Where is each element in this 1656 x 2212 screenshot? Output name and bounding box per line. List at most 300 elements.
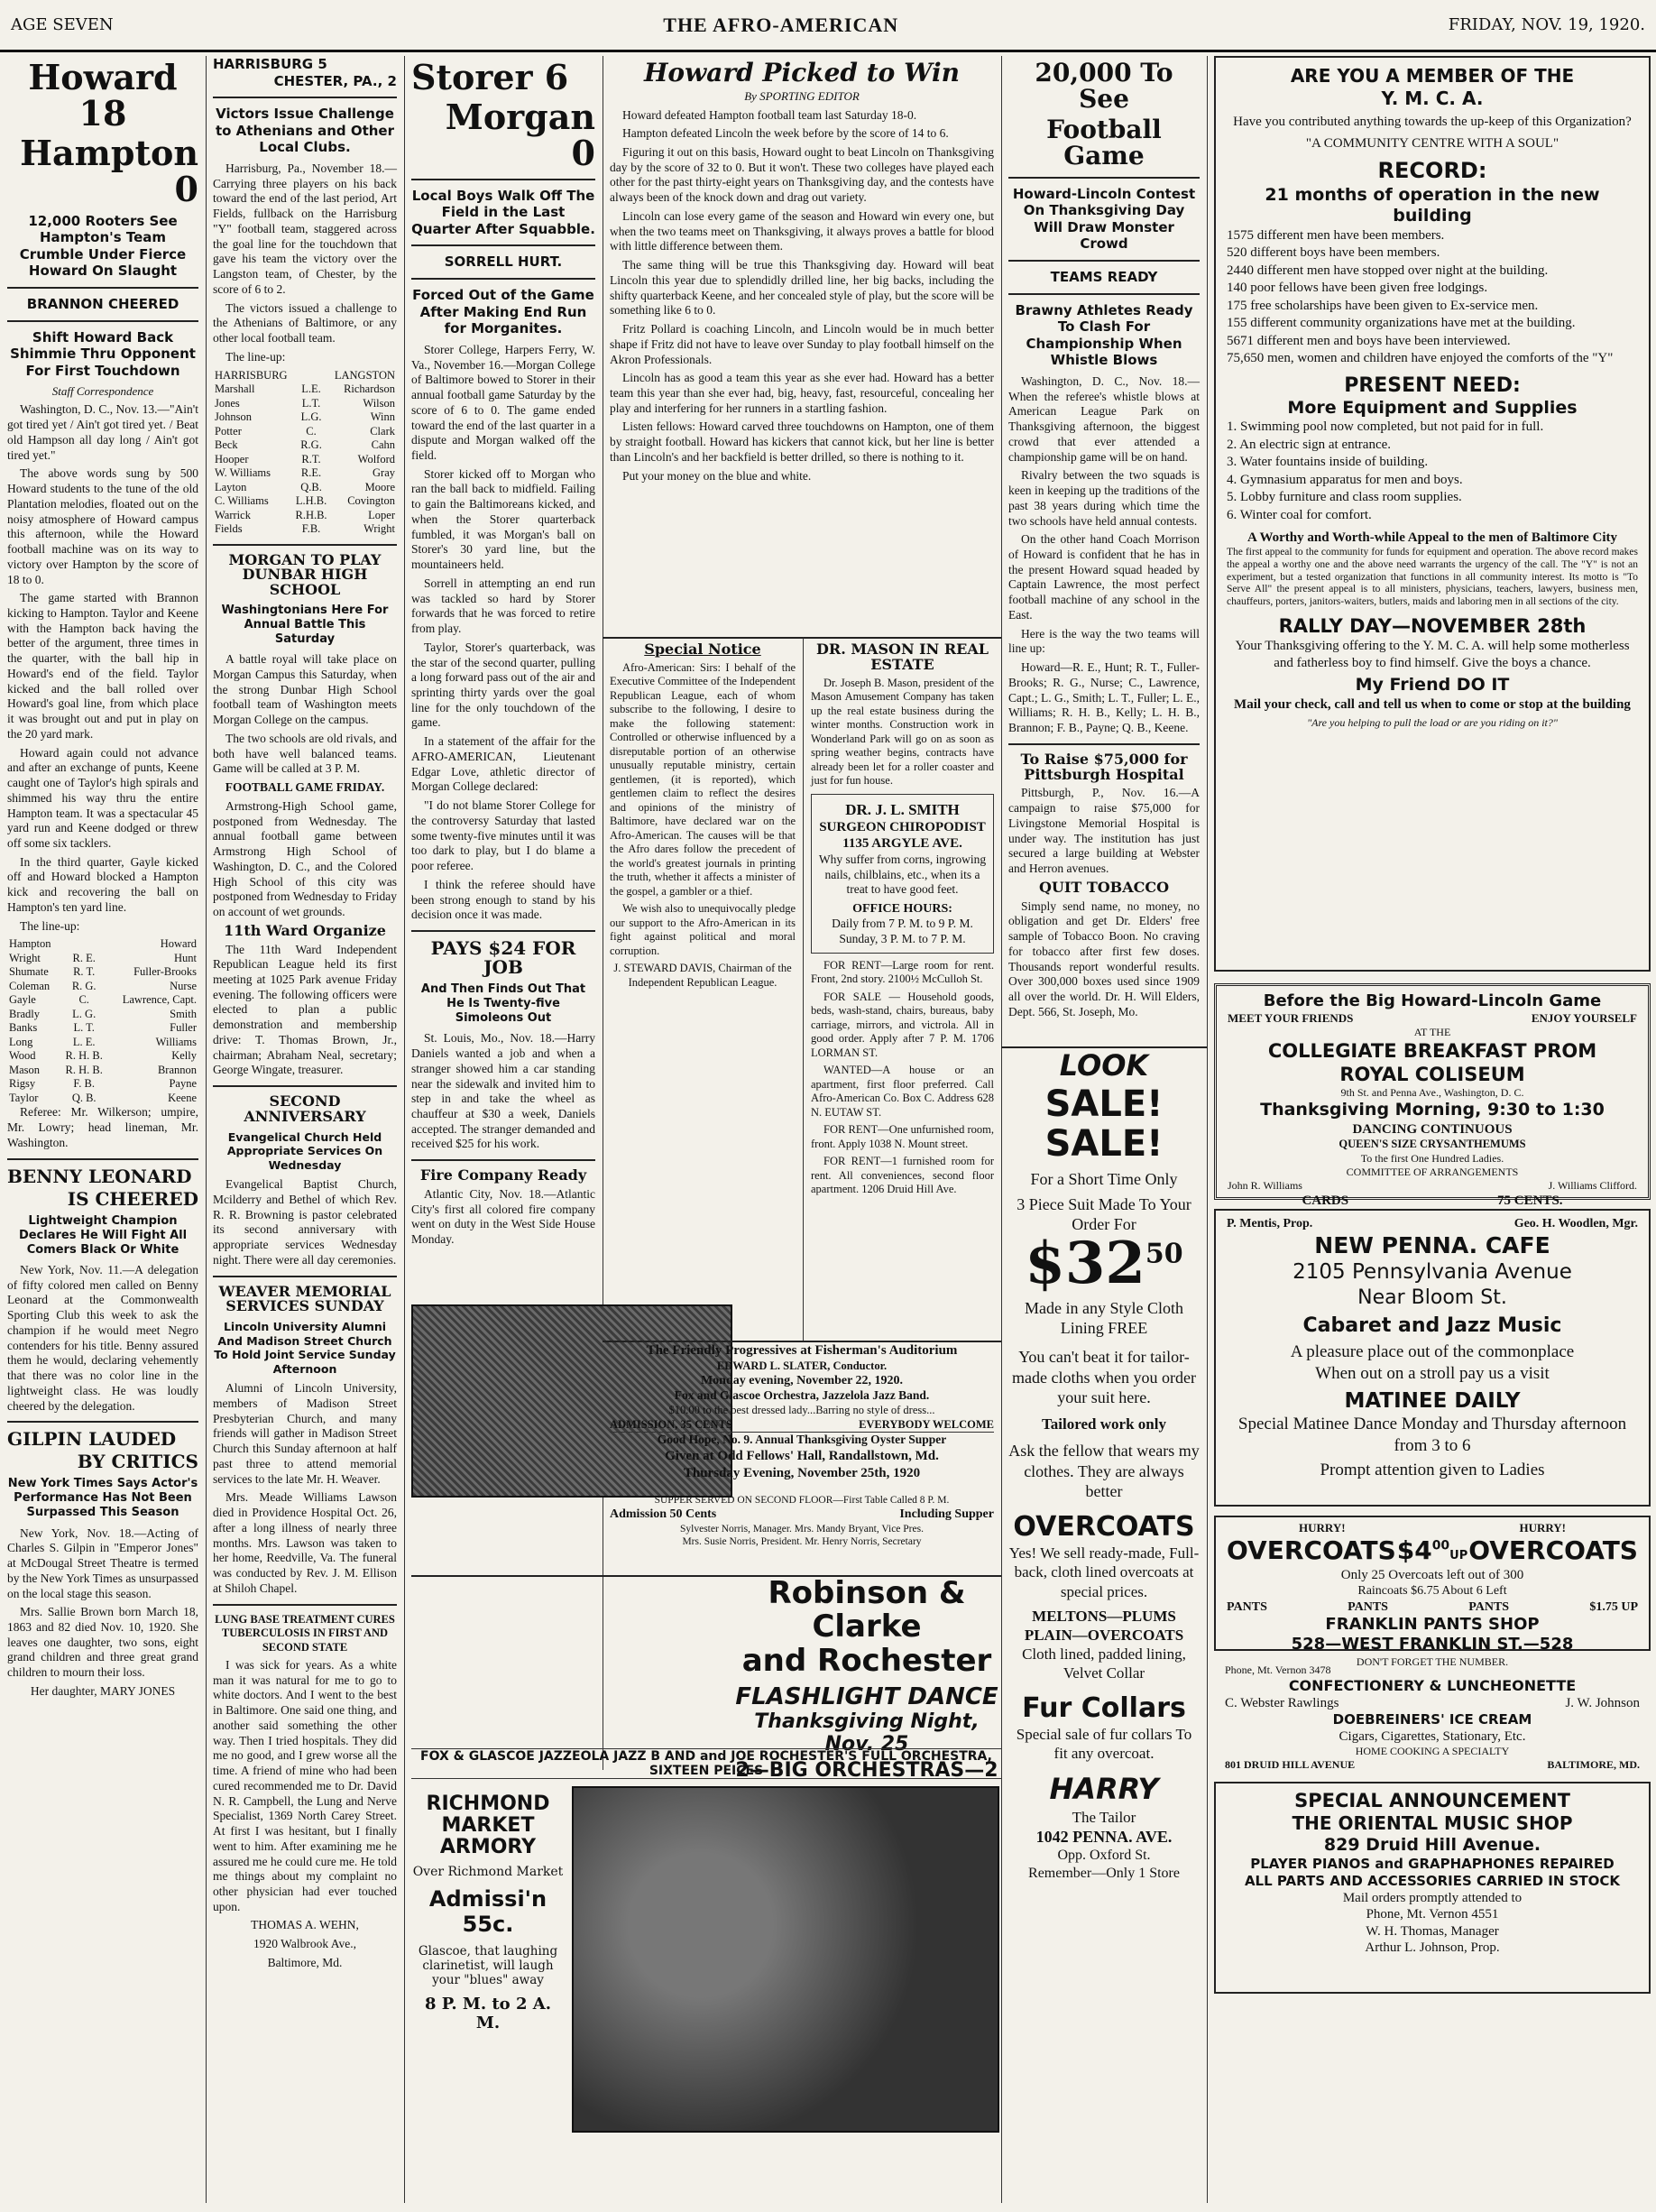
ad-line: SUPPER SERVED ON SECOND FLOOR—First Table Called 8 P. M. — [654, 1495, 950, 1506]
ad-look: LOOK — [1059, 1048, 1149, 1083]
divider — [1008, 743, 1200, 745]
ad-name: C. Webster Rawlings — [1225, 1695, 1339, 1710]
list-item: 5. Lobby furniture and class room supplies. — [1227, 490, 1462, 505]
table-row: Warrick R.H.B. Loper — [215, 508, 395, 521]
signature: THOMAS A. WEHN, — [251, 1918, 359, 1932]
list-item: 140 poor fellows have been given free lodgings. — [1227, 281, 1488, 296]
ad-line: DON'T FORGET THE NUMBER. — [1356, 1654, 1509, 1668]
paragraph: New York, Nov. 18.—Acting of Charles S. Gilpin in "Emperor Jones" at McDougal Street Theatre is termed by the New York Times as unsurpassed on the local stage this season. — [7, 1525, 198, 1600]
paragraph: St. Louis, Mo., Nov. 18.—Harry Daniels wanted a job and when a stranger showed him a car standing near the sidewalk and invited him to step in and take the wheel as chauffeur at $30 a week, Daniels accepted. The stranger demanded and received $25 for his work. — [411, 1031, 595, 1151]
signature: J. STEWARD DAVIS, Chairman of the Independent Republican League. — [613, 962, 792, 989]
lineup-title: The line-up: — [225, 349, 286, 364]
headline: 20,000 To See — [1035, 58, 1173, 115]
ad-row — [1225, 1758, 1640, 1772]
table-row: Hooper R.T. Wolford — [215, 452, 395, 465]
price-cents: 50 — [1145, 1238, 1183, 1270]
headline: BY CRITICS — [77, 1451, 198, 1473]
masthead — [0, 0, 1656, 52]
divider — [1008, 293, 1200, 295]
ad-line: DOEBREINERS' ICE CREAM — [1332, 1711, 1532, 1728]
paragraph: Howard again could not advance and after an exchange of punts, Keene caught one of Taylor's high spirals and shimmed his way thru the entire Hampton team. It was a spectacular 45 yard run and Keene dodged or threw off some six tacklers. — [7, 745, 198, 850]
paragraph: Rivalry between the two squads is keen in keeping up the traditions of the past 38 years during which time the two schools have held annual contests. — [1008, 468, 1200, 528]
paragraph: Taylor, Storer's quarterback, was the star of the second quarter, pulling a long forward pass out of the air and sprinting thirty yards over the goal line for the only touchdown of the game. — [411, 640, 595, 730]
table-row: Rigsy F. B. Payne — [9, 1077, 197, 1091]
robinson-clarke-ad — [411, 1575, 1001, 2207]
column-mason-smith — [803, 637, 1001, 1341]
ad-venue: RICHMOND MARKET ARMORY — [426, 1793, 550, 1859]
ad-row — [1225, 1695, 1640, 1712]
ad-name: NEW PENNA. CAFE — [1314, 1232, 1550, 1259]
ad-line: Cloth lined, padded lining, Velvet Collar — [1022, 1645, 1186, 1682]
paragraph: Mrs. Sallie Brown born March 18, 1863 and 82 died Nov. 10, 1920. She leaves one daughter, two sons, eight grand children and three great grand children to mourn their loss. — [7, 1605, 198, 1680]
ad-head: ARE YOU A MEMBER OF THE — [1290, 65, 1575, 87]
list-item: 75,650 men, women and children have enjoyed the comforts of the "Y" — [1227, 351, 1614, 366]
ad-city: BALTIMORE, MD. — [1547, 1758, 1640, 1772]
ad-line: Made in any Style Cloth Lining FREE — [1025, 1298, 1183, 1337]
paragraph: In the third quarter, Gayle kicked off and Howard blocked a Hampton kick and recovering the ball on Hampton's ten yard line. — [7, 854, 198, 914]
paragraph: On the other hand Coach Morrison of Howard is confident that he has in the present Howard squad headed by Captain Lawrence, the most perfect football machine of any school in the East. — [1008, 532, 1200, 622]
column-howard-hampton — [0, 56, 206, 2203]
paragraph: Washington, D. C., Nov. 18.—When the referee's whistle blows at American League Park on Thanksgiving afternoon, the biggest crowd that ever attended a championship game will be on hand. — [1008, 373, 1200, 464]
paragraph: Simply send name, no money, no obligation and get Dr. Elders' free sample of Tobacco Boon. No craving for tobacco after first few doses. Thousands report wonderful results. Over 300,000 boxes used since 1909 all over the world. Dr. H. Will Elders, Dept. 566, St. Joseph, Mo. — [1008, 899, 1200, 1018]
paragraph: New York, Nov. 11.—A delegation of fifty colored men called on Benny Leonard at the Commonwealth Sporting Club this week to ask the champion if he would meet Negro contenders for his title. Benny assured them he would, declaring vehemently that there was no color line in the lightweight class. He was loudly cheered by the delegation. — [7, 1262, 198, 1413]
headline: SECOND ANNIVERSARY — [244, 1092, 366, 1125]
ad-enjoy: ENJOY YOURSELF — [1531, 1011, 1637, 1026]
headline: Storer 6 — [411, 57, 569, 97]
table-row: Layton Q.B. Moore — [215, 480, 395, 493]
paragraph: Hampton defeated Lincoln the week before by the score of 14 to 6. — [622, 126, 949, 141]
paragraph: Her daughter, MARY JONES — [30, 1683, 176, 1698]
prom-ad — [1214, 983, 1651, 1208]
paragraph: Dr. Joseph B. Mason, president of the Mason Amusement Company has taken up the real estate business during the winter months. Construction work in Wonderland Park will go on as soon as spring weather begins, contracts have already been let for a roller coaster and just for fun house. — [811, 676, 994, 788]
byline: Staff Correspondence — [51, 384, 154, 399]
paragraph: I think the referee should have been strong enough to stand by his decision once it was made. — [411, 877, 595, 922]
table-row: Gayle C. Lawrence, Capt. — [9, 993, 197, 1007]
ad-cards: CARDS — [1302, 1193, 1349, 1208]
paragraph: Storer kicked off to Morgan who ran the ball back to midfield. Failing to gain the Baltimoreans kicked, and when the Storer quarterback fumbled, it was Morgan's ball on Storer's 30 yard line, but the mountaineers held. — [411, 466, 595, 572]
deck: SORRELL HURT. — [444, 253, 563, 271]
subhead: LUNG BASE TREATMENT CURES TUBERCULOSIS IN FIRST AND SECOND STATE — [215, 1612, 395, 1654]
list-item: 3. Water fountains inside of building. — [1227, 455, 1429, 470]
ad-head: Y. M. C. A. — [1381, 87, 1484, 109]
divider — [7, 1421, 198, 1423]
ad-pants: PANTS — [1348, 1599, 1388, 1614]
divider — [411, 1159, 595, 1161]
ad-rally: RALLY DAY—NOVEMBER 28th — [1278, 615, 1587, 638]
ad-line: Mail orders promptly attended to — [1342, 1890, 1523, 1905]
signature: Baltimore, Md. — [267, 1955, 343, 1969]
ad-dancing: DANCING CONTINUOUS — [1352, 1121, 1513, 1137]
dateline: HARRISBURG 5 — [213, 56, 327, 72]
signature: 1920 Walbrook Ave., — [253, 1937, 356, 1951]
ad-line: Monday evening, November 22, 1920. — [700, 1374, 904, 1388]
ad-admission: Admissi'n 55c. — [428, 1885, 547, 1937]
ad-name: DR. J. L. SMITH — [845, 800, 960, 818]
ad-line: Thursday Evening, November 25th, 1920 — [683, 1465, 921, 1480]
paragraph: Lincoln has as good a team this year as she ever had. Howard has a better team this year than she ever had, big, heavy, fast, resourceful, concealing her play and interfering for her runners in a startling fashion. — [610, 371, 994, 415]
paragraph: The two schools are old rivals, and both have well balanced teams. Game will be called at 3 P. M. — [213, 731, 397, 776]
ad-line: Prompt attention given to Ladies — [1320, 1461, 1545, 1480]
paragraph: Atlantic City, Nov. 18.—Atlantic City's first all colored fire company went on duty in the West Side House Monday. — [411, 1187, 595, 1247]
deck: TEAMS READY — [1050, 268, 1158, 285]
ad-line: Raincoats $6.75 About 6 Left — [1357, 1584, 1507, 1599]
deck: 12,000 Rooters See Hampton's Team Crumble Under Fierce Howard On Slaught — [19, 212, 187, 280]
table-row: Long L. E. Williams — [9, 1035, 197, 1048]
headline: To Raise $75,000 for Pittsburgh Hospital — [1020, 750, 1188, 783]
paragraph: Alumni of Lincoln University, members of Madison Street Presbyterian Church, and many friends will gather in Madison Street Church this Sunday afternoon at half past three to attend memorial services to the late Mr. H. Weaver. — [213, 1381, 397, 1486]
list-item: 1. Swimming pool now completed, but not paid for in full. — [1227, 419, 1544, 435]
deck: Brawny Athletes Ready To Clash For Championship When Whistle Blows — [1015, 301, 1193, 369]
paragraph: Mrs. Meade Williams Lawson died in Providence Hospital Oct. 26, after a long illness of nearly three months. Mrs. Lawson was taken to her home, Reedville, Va. The funeral was conducted by Rev. J. M. Ellison at Shiloh Chapel. — [213, 1490, 397, 1595]
ad-name: THE ORIENTAL MUSIC SHOP — [1292, 1812, 1573, 1835]
headline: QUIT TOBACCO — [1038, 878, 1170, 896]
paragraph: Harrisburg, Pa., November 18.—Carrying three players on his back toward the end of the last period, Art Fields, fullback on the Harrisburg "Y" football team, staggered across the goal line for the touchdown that gave his team the victory over the Langston team, of Chester, by the score of 6 to 2. — [213, 161, 397, 296]
paragraph: In a statement of the affair for the AFRO-AMERICAN, Lieutenant Edgar Love, athletic director of Morgan College declared: — [411, 734, 595, 794]
page-label: AGE SEVEN — [11, 15, 114, 34]
divider — [411, 244, 595, 246]
classified: FOR RENT—One unfurnished room, front. Apply 1038 N. Mount street. — [811, 1123, 994, 1150]
paragraph: Fritz Pollard is coaching Lincoln, and Lincoln would be in much better shape if Fritz did not have to leave over Sunday to play football himself on the Akron Professionals. — [610, 322, 994, 366]
table-row: Wood R. H. B. Kelly — [9, 1049, 197, 1063]
list-item: 2440 different men have stopped over night at the building. — [1227, 263, 1549, 278]
ad-line: W. H. Thomas, Manager — [1366, 1923, 1499, 1939]
ad-footer: "Are you helping to pull the load or are you riding on it?" — [1307, 716, 1558, 730]
deck: Evangelical Church Held Appropriate Services On Wednesday — [226, 1129, 383, 1172]
ad-appeal-head: A Worthy and Worth-while Appeal to the men of Baltimore City — [1247, 530, 1617, 546]
divider — [213, 97, 397, 98]
divider — [411, 179, 595, 180]
price-dollars: $4 — [1396, 1535, 1432, 1566]
list-item: 175 free scholarships have been given to Ex-service men. — [1227, 298, 1539, 313]
ad-line: Remember—Only 1 Store — [1028, 1866, 1180, 1882]
column-storer-morgan — [404, 56, 603, 1292]
column-twenty-thousand — [1001, 56, 1207, 1048]
ad-top: Before the Big Howard-Lincoln Game — [1263, 991, 1602, 1010]
ad-rally-body: Your Thanksgiving offering to the Y. M. C. A. will help some motherless and fatherless boy to find himself. Give the boys a chance. — [1235, 639, 1630, 670]
headline: MORGAN TO PLAY DUNBAR HIGH SCHOOL — [228, 550, 382, 599]
ad-cabaret: Cabaret and Jazz Music — [1302, 1314, 1562, 1338]
ad-name: J. Williams Clifford. — [1548, 1178, 1637, 1192]
ad-name: J. W. Johnson — [1565, 1695, 1640, 1710]
ad-line: A pleasure place out of the commonplace — [1290, 1342, 1575, 1362]
needs-list — [1227, 419, 1638, 524]
ad-bands: 2—BIG ORCHESTRAS—2 — [735, 1759, 998, 1783]
ad-venue: ROYAL COLISEUM — [1339, 1064, 1525, 1086]
ad-hours: Daily from 7 P. M. to 9 P. M. — [832, 917, 973, 931]
deck: Shift Howard Back Shimmie Thru Opponent For First Touchdown — [10, 328, 196, 379]
ad-row — [1227, 1599, 1638, 1615]
lineup-table — [213, 369, 397, 537]
ad-when: Thanksgiving Morning, 9:30 to 1:30 — [1260, 1100, 1605, 1120]
headline: WEAVER MEMORIAL SERVICES SUNDAY — [218, 1282, 391, 1315]
ad-pants: PANTS — [1468, 1599, 1510, 1614]
ad-side — [411, 1793, 565, 2032]
ad-appeal-body: The first appeal to the community for funds for equipment and operation. The above record makes the appeal a worthy one and the above need warrants the urgency of the call. The "Y" is not an experiment, but a tested organization that functions in all community interest. Its motto is "To Serve All" the present appeal is to all ministers, physicians, teachers, lawyers, business men, chauffeurs, porters, janitors-waiters, butlers, maids and laboring men in all sections of the city. — [1227, 547, 1638, 608]
ad-time: 8 P. M. to 2 A. M. — [425, 1994, 551, 2032]
list-item: 2. An electric sign at entrance. — [1227, 437, 1392, 452]
headline: GILPIN LAUDED — [7, 1428, 177, 1451]
table-row: Mason R. H. B. Brannon — [9, 1063, 197, 1076]
paragraph: The same thing will be true this Thanksgiving day. Howard will beat Lincoln this year due to splendidly drilled line, her big backs, including the shifty quarterback Keene, and her concealed style of play, but the score will be something like 6 to 0. — [610, 258, 994, 318]
ad-line: MELTONS—PLUMS PLAIN—OVERCOATS — [1024, 1607, 1184, 1644]
divider — [213, 1604, 397, 1606]
lineup-title: The line-up: — [20, 918, 80, 933]
ad-hours-head: OFFICE HOURS: — [852, 902, 952, 917]
ad-head: SPECIAL ANNOUNCEMENT — [1294, 1790, 1570, 1811]
lineup-note: Referee: Mr. Wilkerson; umpire, Mr. Lowry; head lineman, Mr. Washington. — [7, 1105, 198, 1149]
ad-supper: Including Supper — [899, 1507, 994, 1522]
ad-pants: PANTS — [1227, 1599, 1267, 1614]
divider — [7, 287, 198, 289]
classified: FOR SALE — Household goods, beds, wash-stand, chairs, bureaus, baby carriage, mirrors, and victrola. All in good order. Apply after 7 P. M. 1706 LORMAN ST. — [811, 990, 994, 1059]
oriental-music-ad — [1214, 1782, 1651, 1994]
ad-prop: P. Mentis, Prop. — [1227, 1217, 1313, 1230]
paragraph: Howard defeated Hampton football team last Saturday 18-0. — [622, 107, 917, 122]
paper-title: THE AFRO-AMERICAN — [663, 13, 899, 36]
ad-line: Phone, Mt. Vernon 4551 — [1366, 1907, 1499, 1922]
ad-pants-price: $1.75 UP — [1589, 1599, 1638, 1614]
ad-address: 1042 PENNA. AVE. — [1035, 1828, 1173, 1847]
headline: Howard Picked to Win — [643, 58, 961, 88]
paragraph: Lincoln can lose every game of the season and Howard win every one, but when the two teams meet on Thanksgiving, it always proves a battle for blood with little difference between them. — [610, 208, 994, 253]
table-row: Shumate R. T. Fuller-Brooks — [9, 965, 197, 979]
ad-line: Mrs. Susie Norris, President. Mr. Henry Norris, Secretary — [682, 1535, 922, 1547]
ad-address: 801 DRUID HILL AVENUE — [1225, 1758, 1356, 1772]
headline: BENNY LEONARD — [7, 1165, 192, 1187]
ad-line: Tailored work only — [1042, 1415, 1166, 1433]
table-row: Taylor Q. B. Keene — [9, 1091, 197, 1104]
ad-queen: QUEEN'S SIZE CRYSANTHEMUMS — [1339, 1138, 1526, 1151]
headline: Howard 18 — [28, 57, 178, 134]
table-row: Bradly L. G. Smith — [9, 1007, 197, 1020]
deck: Lightweight Champion Declares He Will Fight All Comers Black Or White — [18, 1213, 188, 1257]
paragraph: We wish also to unequivocally pledge our support to the Afro-American in its fight against political and moral corruption. — [610, 902, 796, 957]
paragraph: Pittsburgh, P., Nov. 16.—A campaign to raise $75,000 for Livingstone Memorial Hospital is under way. The institution has just secured a large building at Webster and Herron avenues. — [1008, 786, 1200, 876]
ad-welcome: EVERYBODY WELCOME — [859, 1417, 994, 1431]
table-row: HARRISBURG LANGSTON — [215, 368, 395, 382]
ad-bands-line: FOX & GLASCOE JAZZEOLA JAZZ B AND and JOE ROCHESTER'S FULL ORCHESTRA, SIXTEEN PEICES — [411, 1748, 1001, 1779]
headline: Special Notice — [644, 641, 761, 658]
ad-address: 2105 Pennsylvania Avenue — [1293, 1260, 1572, 1285]
ad-phone: Phone, Mt. Vernon 3478 — [1225, 1664, 1331, 1676]
ad-row — [1228, 1193, 1637, 1210]
paragraph: I was sick for years. As a white man it was natural for me to go to white doctors. And I went to the best in Baltimore. One said one thing, and another said something the other way. Then I tried hospitals. They did me no good, and I grew worse all the time. A friend of mine who had been cured recommended me to Dr. David N. R. Campbell, the Lung and Nerve Specialist, 1369 North Carey Street. At first I was hesitant, but I finally went to him. After examining me he assured me he could cure me. He told me things about my complaint no other physician had ever touched upon. — [213, 1658, 397, 1913]
divider — [1008, 177, 1200, 179]
record-list — [1227, 227, 1638, 368]
paragraph: Afro-American: Sirs: I behalf of the Executive Committee of the Independent Republican League, each of whom subscribe to the following, I desire to make the following statement: Controlled or otherwise influenced by a disreputable portion of an otherwise unusually reputable ministry, certain gentlemen, (it is reported), which gentlemen claim to reflect the desires and opinions of the ministry of Baltimore, have declared war on the Afro-American. The causes will be that the Afro dares follow the precedent of the world's greatest journals in printing the truth, whether it affects a minister of the gospel, a gambler or a thief. — [610, 660, 796, 898]
ad-line: When out on a stroll pay us a visit — [1315, 1363, 1550, 1383]
headline: Fire Company Ready — [419, 1166, 587, 1184]
deck: And Then Finds Out That He Is Twenty-five Simoleons Out — [420, 982, 586, 1026]
divider — [213, 1276, 397, 1277]
paragraph: Armstrong-High School game, postponed from Wednesday. The annual football game between Armstrong High School of Washington, D. C., and the Colored High School of this city was postponed from Wednesday to Friday on account of wet grounds. — [213, 798, 397, 918]
ad-line: $10.00 to the best dressed lady...Barring no style of dress... — [668, 1404, 935, 1417]
ad-overcoats: OVERCOATS — [1013, 1511, 1195, 1544]
ad-venue-sub: Over Richmond Market — [412, 1864, 564, 1879]
issue-date: FRIDAY, NOV. 19, 1920. — [1448, 15, 1645, 34]
list-item: 520 different boys have been members. — [1227, 245, 1440, 261]
ad-near: Near Bloom St. — [1357, 1286, 1507, 1309]
table-row: Potter C. Clark — [215, 424, 395, 438]
deck: BRANNON CHEERED — [26, 295, 179, 312]
good-hope-ad — [603, 1494, 1001, 1575]
ymca-ad — [1214, 56, 1651, 972]
column-harrisburg — [206, 56, 404, 2203]
deck: Forced Out of the Game After Making End Run for Morganites. — [412, 287, 594, 337]
paragraph: Figuring it out on this basis, Howard ought to beat Lincoln on Thanksgiving day by the score of 32 to 0. But it won't. These two colleges have played each other for the past thirty-eight years on Thanksgiving day, and the contests have always been of the knock down and drag out variety. — [610, 144, 994, 205]
ad-row — [610, 1507, 994, 1522]
headline: 11th Ward Organize — [224, 921, 386, 939]
ad-line: Ask the fellow that wears my clothes. They are always better — [1008, 1442, 1200, 1500]
deck: New York Times Says Actor's Performance Has Not Been Surpassed This Season — [7, 1477, 198, 1520]
paragraph: Howard—R. E., Hunt; R. T., Fuller-Brooks; R. G., Nurse; C., Lawrence, Capt.; L. G., Smith; L. T., Fuller; L. E., Williams; R. H. B., Kelly; L. H. B., Brannon; F. B., Payne; Q. B., Keene. — [1008, 660, 1200, 735]
ad-fur: Fur Collars — [1022, 1691, 1186, 1724]
friendly-progressives-ad — [603, 1341, 1001, 1494]
ad-motto: "A COMMUNITY CENTRE WITH A SOUL" — [1305, 136, 1559, 152]
price-up: UP — [1449, 1549, 1468, 1563]
ad-row — [1227, 1521, 1638, 1535]
ad-row — [1228, 1011, 1637, 1026]
ad-line: Special sale of fur collars To fit any overcoat. — [1016, 1726, 1192, 1763]
paragraph: The 11th Ward Independent Republican League held its first meeting at 1025 Park avenue Friday evening. The following officers were elected to plan a public demonstration and membership drive: T. Thomas Brown, Jr., chairman; Abraham Neal, secretary; George Wingate, treasurer. — [213, 942, 397, 1077]
ad-line: HOME COOKING A SPECIALTY — [1355, 1745, 1510, 1758]
table-row: Beck R.G. Cahn — [215, 438, 395, 452]
table-row: Wright R. E. Hunt — [9, 951, 197, 964]
paragraph: Put your money on the blue and white. — [622, 468, 812, 483]
ad-title: Robinson & Clarke — [768, 1575, 966, 1645]
headline: PAYS $24 FOR JOB — [430, 937, 576, 978]
divider — [7, 320, 198, 322]
price-cents: 00 — [1431, 1538, 1450, 1553]
ad-title: SURGEON CHIROPODIST — [819, 819, 986, 834]
classified: WANTED—A house or an apartment, first floor preferred. Call Afro-American Co. Box C. Address 628 N. EUTAW ST. — [811, 1064, 994, 1119]
ad-subtitle: FLASHLIGHT DANCE — [735, 1683, 998, 1711]
list-item: 6. Winter coal for comfort. — [1227, 507, 1372, 522]
table-row: W. Williams R.E. Gray — [215, 466, 395, 480]
divider — [213, 544, 397, 546]
ad-line: Cigars, Cigarettes, Stationary, Etc. — [1339, 1728, 1526, 1744]
ad-price — [1397, 1535, 1468, 1567]
ad-meet: MEET YOUR FRIENDS — [1228, 1011, 1354, 1026]
list-item: 4. Gymnasium apparatus for men and boys. — [1227, 472, 1463, 487]
ad-record-sub: 21 months of operation in the new building — [1265, 184, 1600, 226]
cafe-ad — [1214, 1209, 1651, 1507]
ad-record-head: RECORD: — [1377, 157, 1487, 183]
ad-line: Arthur L. Johnson, Prop. — [1365, 1940, 1500, 1956]
table-row: Johnson L.G. Winn — [215, 410, 395, 424]
lineup-table — [7, 937, 198, 1105]
paragraph: "I do not blame Storer College for the controversy Saturday that lasted some twenty-five minutes until it was too dark to play, but I do blame a poor referee. — [411, 798, 595, 873]
ad-date: Thanksgiving Night, Nov. 25 — [754, 1710, 980, 1756]
ad-line: For a Short Time Only — [1030, 1169, 1178, 1188]
ad-first: To the first One Hundred Ladies. — [1360, 1151, 1504, 1165]
table-row: Marshall L.E. Richardson — [215, 382, 395, 396]
ad-glascoe: Glascoe, that laughing clarinetist, will laugh your "blues" away — [418, 1943, 558, 1987]
paragraph: Listen fellows: Howard carved three touchdowns on Hampton, one of them by straight football. Howard has kickers that cannot kick, but her line is better than Lincoln's and her backfield is better drilled, so there is nothing to it. — [610, 419, 994, 464]
deck: Victors Issue Challenge to Athenians and Other Local Clubs. — [215, 106, 395, 156]
divider — [1008, 260, 1200, 262]
ad-overcoats: OVERCOATS — [1468, 1535, 1638, 1566]
list-item: 155 different community organizations have met at the building. — [1227, 316, 1576, 331]
byline: By SPORTING EDITOR — [744, 89, 860, 104]
table-row: Jones L.T. Wilson — [215, 396, 395, 410]
ad-at: AT THE — [1413, 1026, 1451, 1039]
ad-head: CONFECTIONERY & LUNCHEONETTE — [1288, 1676, 1577, 1694]
divider — [213, 1085, 397, 1087]
price-dollars: $32 — [1025, 1229, 1145, 1297]
deck: Howard-Lincoln Contest On Thanksgiving Day Will Draw Monster Crowd — [1012, 185, 1196, 253]
ad-line: Given at Odd Fellows' Hall, Randallstown, Md. — [665, 1448, 939, 1463]
deck: Lincoln University Alumni And Madison Street Church To Hold Joint Service Sunday Afternoon — [214, 1320, 396, 1376]
harry-tailor-ad — [1001, 1046, 1207, 2210]
table-row: Coleman R. G. Nurse — [9, 979, 197, 992]
ad-line: EDWARD L. SLATER, Conductor. — [716, 1359, 888, 1372]
paragraph: Evangelical Baptist Church, Mcilderry and Bethel of which Rev. R. R. Browning is pastor celebrated its second anniversary with appropriate services Wednesday night. There were all day ceremonies. — [213, 1177, 397, 1267]
ad-line: You can't beat it for tailor-made cloths when you order your suit here. — [1012, 1348, 1196, 1406]
deck: Local Boys Walk Off The Field in the Last Quarter After Squabble. — [411, 187, 595, 237]
list-item: 1575 different men have been members. — [1227, 227, 1445, 243]
paragraph: The game started with Brannon kicking to Hampton. Taylor and Keene with the Hampton back having the better of the argument, three times in the quarter, with the ball hip in Howard's end of the field. Taylor kicked and the ball rolled over Howard's goal line, from which place it was brought out and put in play on the 20 yard mark. — [7, 591, 198, 741]
ad-line: Fox and Glascoe Orchestra, Jazzelola Jazz Band. — [674, 1388, 930, 1403]
paragraph: Washington, D. C., Nov. 13.—"Ain't got tired yet / Ain't got tired yet. / Beat old Hampson all day long / Ain't got tired yet." — [7, 402, 198, 462]
ad-sale: SALE! SALE! — [1044, 1083, 1164, 1165]
ad-hours: Sunday, 3 P. M. to 7 P. M. — [839, 932, 966, 946]
divider — [7, 1158, 198, 1160]
ad-row — [610, 1418, 994, 1433]
headline: Morgan 0 — [445, 96, 595, 173]
ad-title: COLLEGIATE BREAKFAST PROM — [1267, 1040, 1597, 1063]
ad-line: Opp. Oxford St. — [1057, 1848, 1151, 1864]
ad-line: 3 Piece Suit Made To Your Order For — [1017, 1194, 1191, 1234]
confectionery-ad — [1214, 1660, 1651, 1772]
headline: IS CHEERED — [67, 1187, 198, 1210]
ad-name: John R. Williams — [1228, 1178, 1302, 1192]
ad-admission: ADMISSION, 35 CENTS — [610, 1417, 732, 1431]
ad-need-head: PRESENT NEED: — [1344, 373, 1521, 397]
table-row: C. Williams L.H.B. Covington — [215, 494, 395, 508]
ad-line: Special Matinee Dance Monday and Thursday afternoon from 3 to 6 — [1237, 1415, 1627, 1455]
ad-head: The Friendly Progressives at Fisherman's Auditorium — [646, 1343, 958, 1358]
ad-need-sub: More Equipment and Supplies — [1287, 397, 1578, 418]
ad-hurry: HURRY! — [1299, 1521, 1346, 1535]
ad-line: Good Hope, No. 9. Annual Thanksgiving Oyster Supper — [610, 1432, 994, 1448]
paragraph: A battle royal will take place on Morgan Campus this Saturday, when the strong Dunbar High School football team of Washington meets Morgan College on the campus. — [213, 652, 397, 727]
ad-name: HARRY — [1049, 1772, 1159, 1807]
ad-row — [1228, 1179, 1637, 1193]
ad-hurry: HURRY! — [1519, 1521, 1566, 1535]
ad-row — [1227, 1216, 1638, 1231]
list-item: 5671 different men and boys have been interviewed. — [1227, 333, 1511, 348]
ad-line: ALL PARTS AND ACCESSORIES CARRIED IN STOCK — [1244, 1872, 1621, 1889]
deck: Washingtonians Here For Annual Battle This Saturday — [221, 603, 389, 647]
classified: FOR RENT—Large room for rent. Front, 2nd story. 2100½ McCulloh St. — [811, 958, 994, 986]
subhead: FOOTBALL GAME FRIDAY. — [225, 780, 385, 795]
ad-address: 1135 ARGYLE AVE. — [842, 836, 962, 852]
chiropodist-ad — [811, 794, 994, 954]
table-row: Fields F.B. Wright — [215, 522, 395, 536]
ad-title: and Rochester — [741, 1642, 992, 1679]
orchestra-photo — [572, 1786, 999, 2133]
ad-friend: My Friend DO IT — [1355, 675, 1510, 696]
ad-admission: Admission 50 Cents — [610, 1507, 717, 1522]
special-notice — [603, 637, 803, 1341]
ad-line: PLAYER PIANOS and GRAPHAPHONES REPAIRED — [1250, 1856, 1615, 1873]
paragraph: Sorrell in attempting an end run was tackled so hard by Storer forwards that he was forced to retire from play. — [411, 576, 595, 636]
paragraph: Storer College, Harpers Ferry, W. Va., November 16.—Morgan College of Baltimore bowed to Storer in their annual football game Saturday by the score of 6 to 0. The game ended toward the end of the last quarter in a dispute and Morgan walked off the field. — [411, 342, 595, 462]
franklin-ad — [1214, 1516, 1651, 1668]
classified: FOR RENT—1 furnished room for rent. All conveniences, second floor apartment. 1206 Druid Hill Ave. — [811, 1155, 994, 1196]
dateline: CHESTER, PA., 2 — [273, 72, 397, 89]
